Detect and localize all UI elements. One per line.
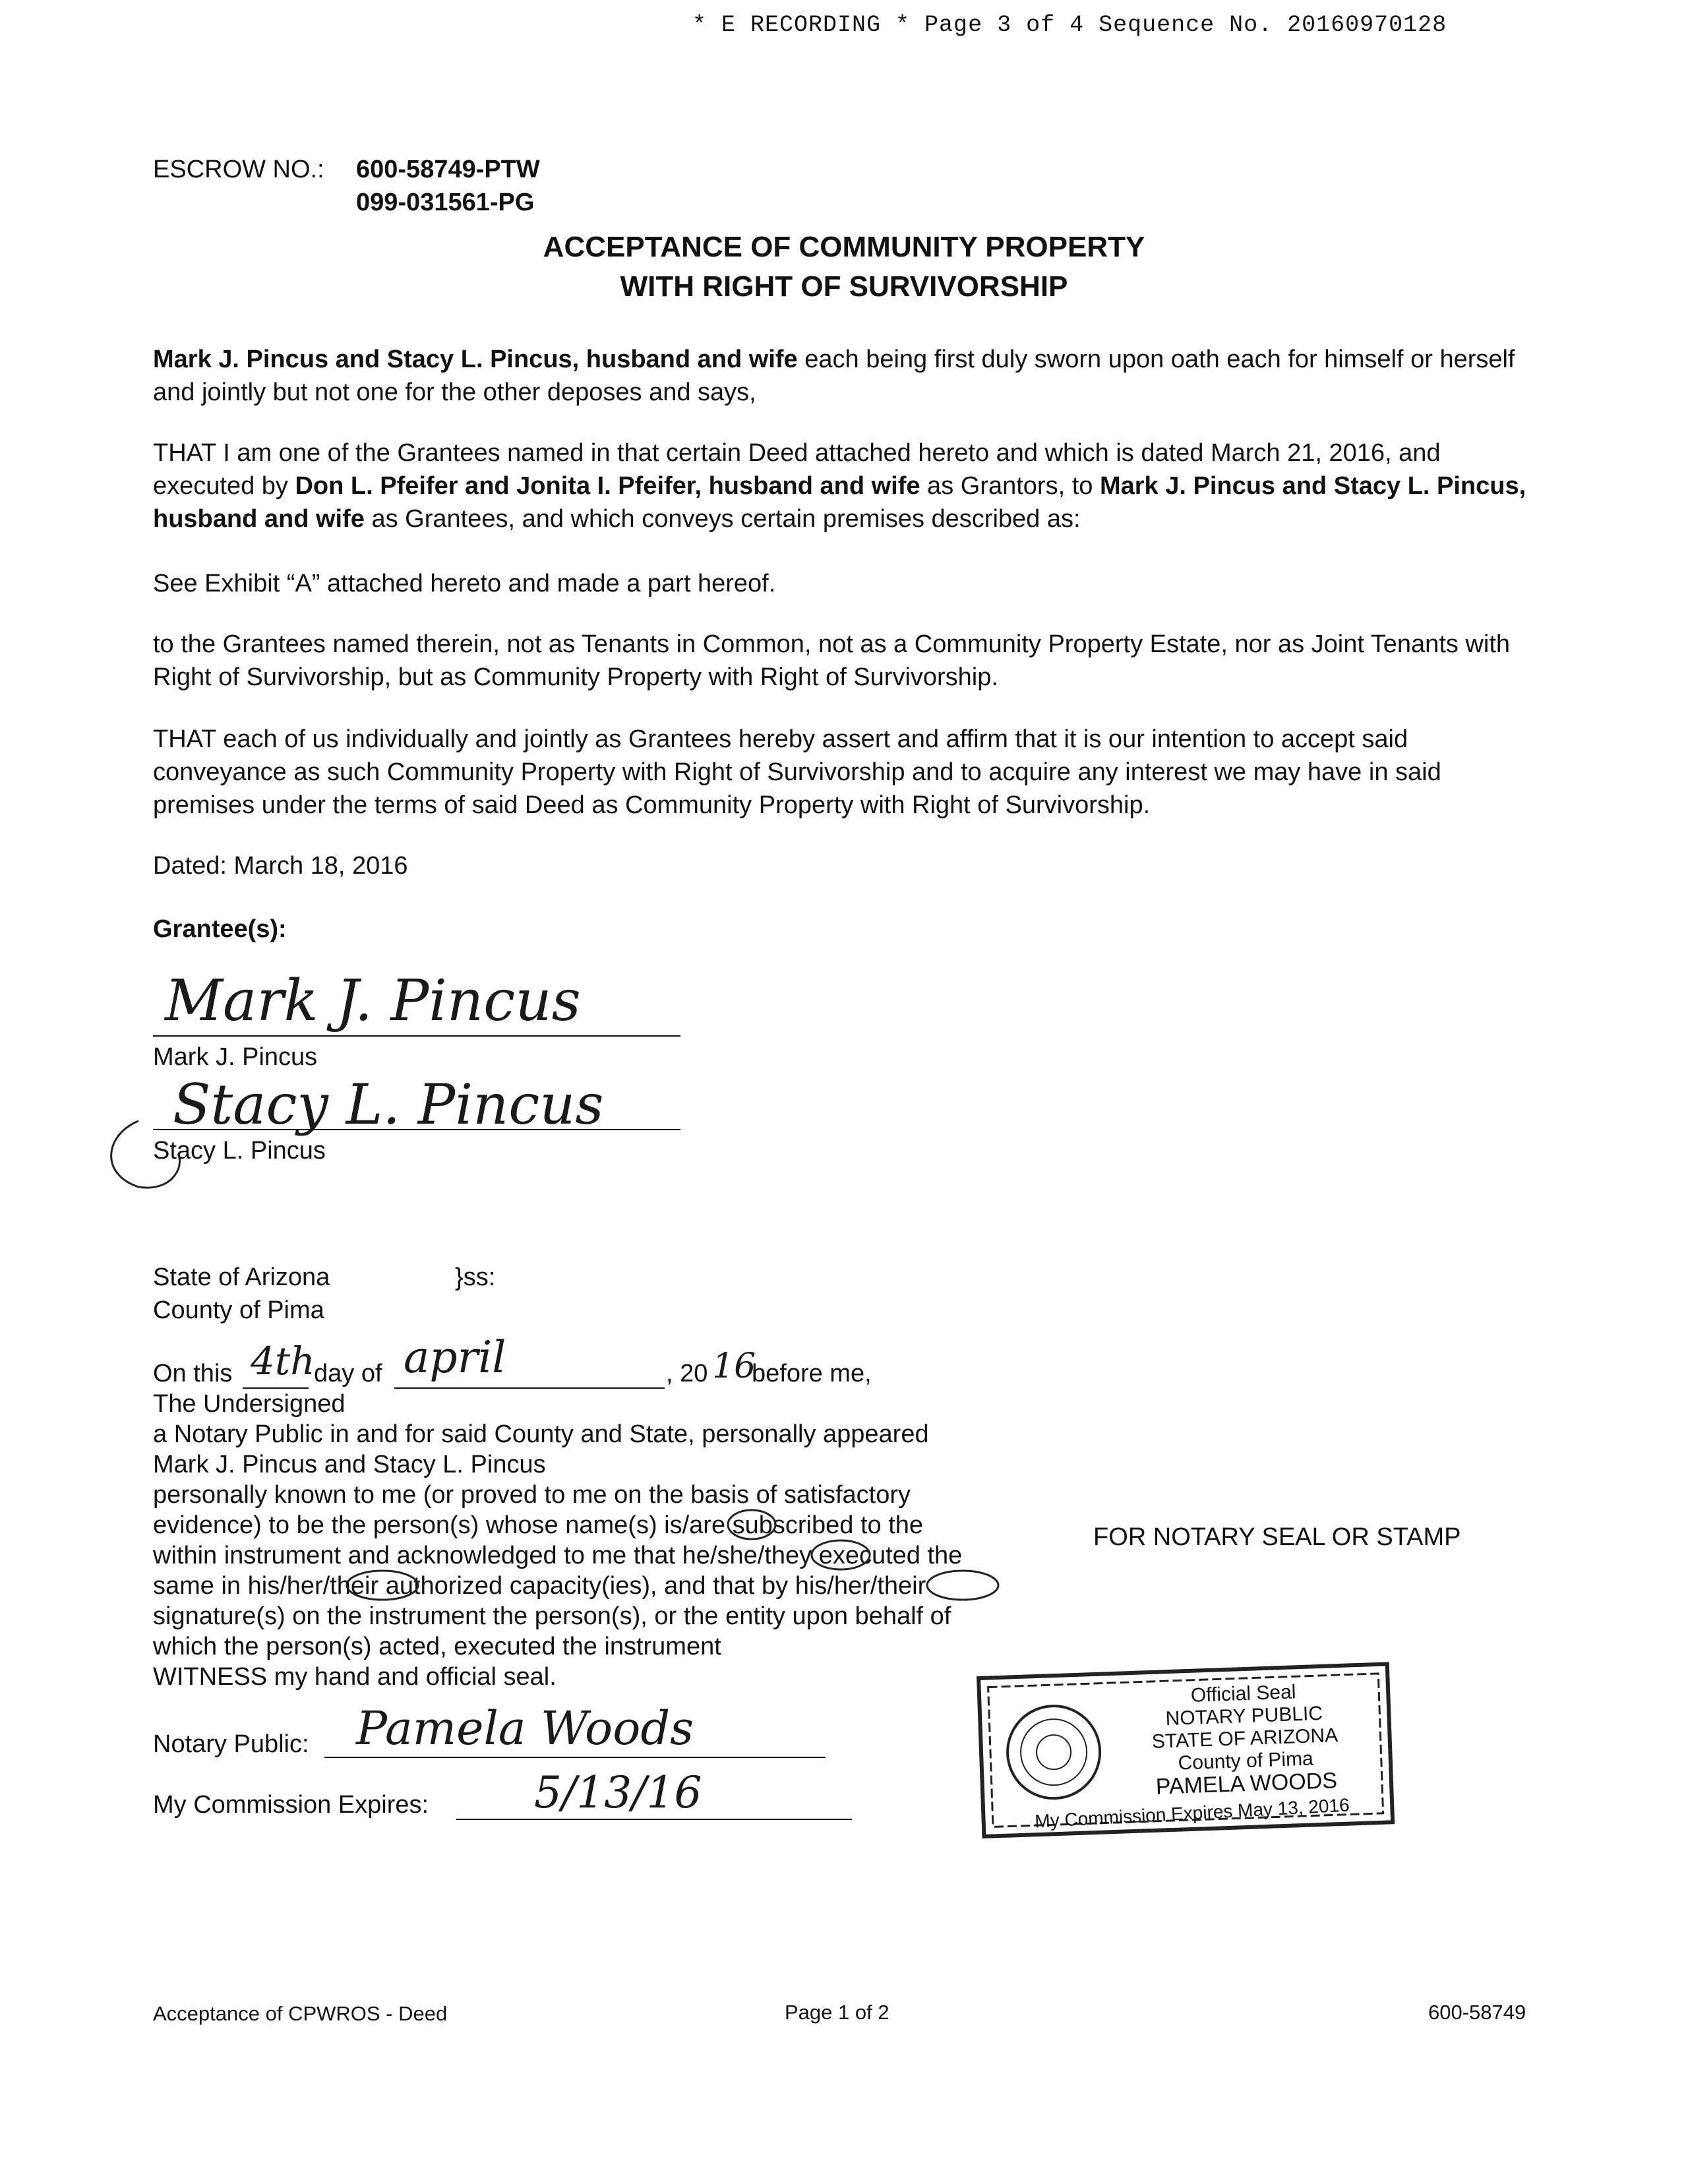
deponents-text: each being first duly sworn upon oath each for himself or herself and jointly but not one for the other deposes and says,: [153, 346, 1515, 406]
notary-state: State of Arizona: [153, 1263, 330, 1291]
notary-line: same in his/her/their authorized capacity(ies), and that by his/her/their: [153, 1572, 926, 1600]
paragraph-deponents: [153, 343, 1544, 409]
document-title-line1: ACCEPTANCE OF COMMUNITY PROPERTY: [543, 231, 1145, 263]
commission-expires-line: [456, 1819, 852, 1820]
grantees-names: Mark J. Pincus and Stacy L. Pincus, husband and wife: [153, 472, 1526, 533]
circle-mark-are: [725, 1506, 778, 1543]
deed-text-1: THAT I am one of the Grantees named in that certain Deed attached hereto and which is dated March 21, 2016, and executed by: [153, 439, 1441, 500]
deed-text-3: as Grantees, and which conveys certain premises described as:: [364, 505, 1081, 533]
grantees-heading: Grantee(s):: [153, 915, 287, 943]
notary-line: which the person(s) acted, executed the instrument: [153, 1633, 721, 1660]
notary-line: signature(s) on the instrument the person(s), or the entity upon behalf of: [153, 1602, 951, 1630]
stamp-line: County of Pima: [1178, 1747, 1314, 1774]
signature-line-2: [153, 1129, 680, 1130]
circle-mark-their-1: [343, 1567, 422, 1604]
stamp-line: PAMELA WOODS: [1155, 1768, 1338, 1800]
month-blank-line: [394, 1387, 665, 1389]
stamp-line: STATE OF ARIZONA: [1151, 1724, 1339, 1753]
escrow-label: ESCROW NO.:: [153, 156, 324, 183]
dated-line: Dated: March 18, 2016: [153, 852, 408, 880]
stamp-line: Official Seal: [1190, 1681, 1296, 1707]
on-this-label: On this: [153, 1360, 233, 1387]
circle-mark-their-2: [923, 1567, 1002, 1604]
stamp-expiry: My Commission Expires May 13, 2016: [1034, 1794, 1350, 1832]
day-handwritten: 4th: [251, 1339, 315, 1383]
month-handwritten: april: [404, 1332, 506, 1383]
notary-line: within instrument and acknowledged to me that he/she/they executed the: [153, 1542, 963, 1569]
document-title-line2: WITH RIGHT OF SURVIVORSHIP: [620, 270, 1068, 303]
stamp-line: NOTARY PUBLIC: [1165, 1702, 1323, 1730]
notary-signature: Pamela Woods: [356, 1701, 694, 1755]
year-handwritten: 16: [712, 1347, 756, 1386]
notary-signature-line: [324, 1757, 826, 1758]
grantee-signature-stacy: Stacy L. Pincus: [173, 1072, 604, 1137]
commission-expires-label: My Commission Expires:: [153, 1791, 429, 1819]
footer-page-number: Page 1 of 2: [785, 2001, 889, 2024]
footer-document-name: Acceptance of CPWROS - Deed: [153, 2002, 448, 2025]
recording-header: * E RECORDING * Page 3 of 4 Sequence No. 20160970128: [692, 12, 1447, 38]
paragraph-deed: [153, 437, 1544, 535]
commission-expires-handwritten: 5/13/16: [534, 1767, 702, 1818]
notary-line: evidence) to be the person(s) whose name(s) is/are subscribed to the: [153, 1511, 924, 1539]
paragraph-affirmation: THAT each of us individually and jointly as Grantees hereby assert and affirm that it is our intention to accept said conveyance as such Community Property with Right of Survivorship and to acquire any interest we may have in said premises under the terms of said Deed as Community Property with Right of Survivorship.: [153, 725, 1441, 819]
grantors-names: Don L. Pfeifer and Jonita I. Pfeifer, husband and wife: [295, 472, 920, 500]
notary-line: personally known to me (or proved to me on the basis of satisfactory: [153, 1481, 911, 1509]
paragraph-tenancy: to the Grantees named therein, not as Tenants in Common, not as a Community Property Estate, nor as Joint Tenants with Right of Survivorship, but as Community Property with Right of Survivorship.: [153, 630, 1511, 691]
notary-ss: }ss:: [455, 1263, 496, 1291]
grantee-name-2: Stacy L. Pincus: [153, 1137, 326, 1165]
before-me-label: before me,: [752, 1360, 872, 1387]
notary-public-label: Notary Public:: [153, 1730, 309, 1758]
notary-line: WITNESS my hand and official seal.: [153, 1663, 557, 1691]
notary-county: County of Pima: [153, 1296, 324, 1324]
seal-placeholder-label: FOR NOTARY SEAL OR STAMP: [1093, 1523, 1461, 1551]
footer-escrow-ref: 600-58749: [1428, 2001, 1526, 2024]
day-of-label: day of: [314, 1360, 382, 1387]
notary-line: Mark J. Pincus and Stacy L. Pincus: [153, 1451, 546, 1478]
signature-flourish: [99, 1114, 198, 1194]
deponents-names: Mark J. Pincus and Stacy L. Pincus, husband and wife: [153, 346, 798, 373]
escrow-number-secondary: 099-031561-PG: [356, 189, 535, 216]
circle-mark-they: [808, 1536, 874, 1573]
stamp-text: [1111, 1678, 1379, 1800]
deed-text-2: as Grantors, to: [920, 472, 1100, 500]
grantee-signature-mark: Mark J. Pincus: [165, 968, 581, 1034]
paragraph-exhibit: See Exhibit “A” attached hereto and made a part hereof.: [153, 570, 776, 597]
undersigned-label: The Undersigned: [153, 1390, 346, 1418]
grantee-name-1: Mark J. Pincus: [153, 1043, 318, 1071]
year-prefix: , 20: [666, 1360, 708, 1387]
escrow-number-primary: 600-58749-PTW: [356, 156, 540, 183]
signature-line-1: [153, 1035, 680, 1037]
notary-stamp: [975, 1656, 1403, 1840]
notary-line: a Notary Public in and for said County and State, personally appeared: [153, 1420, 929, 1448]
